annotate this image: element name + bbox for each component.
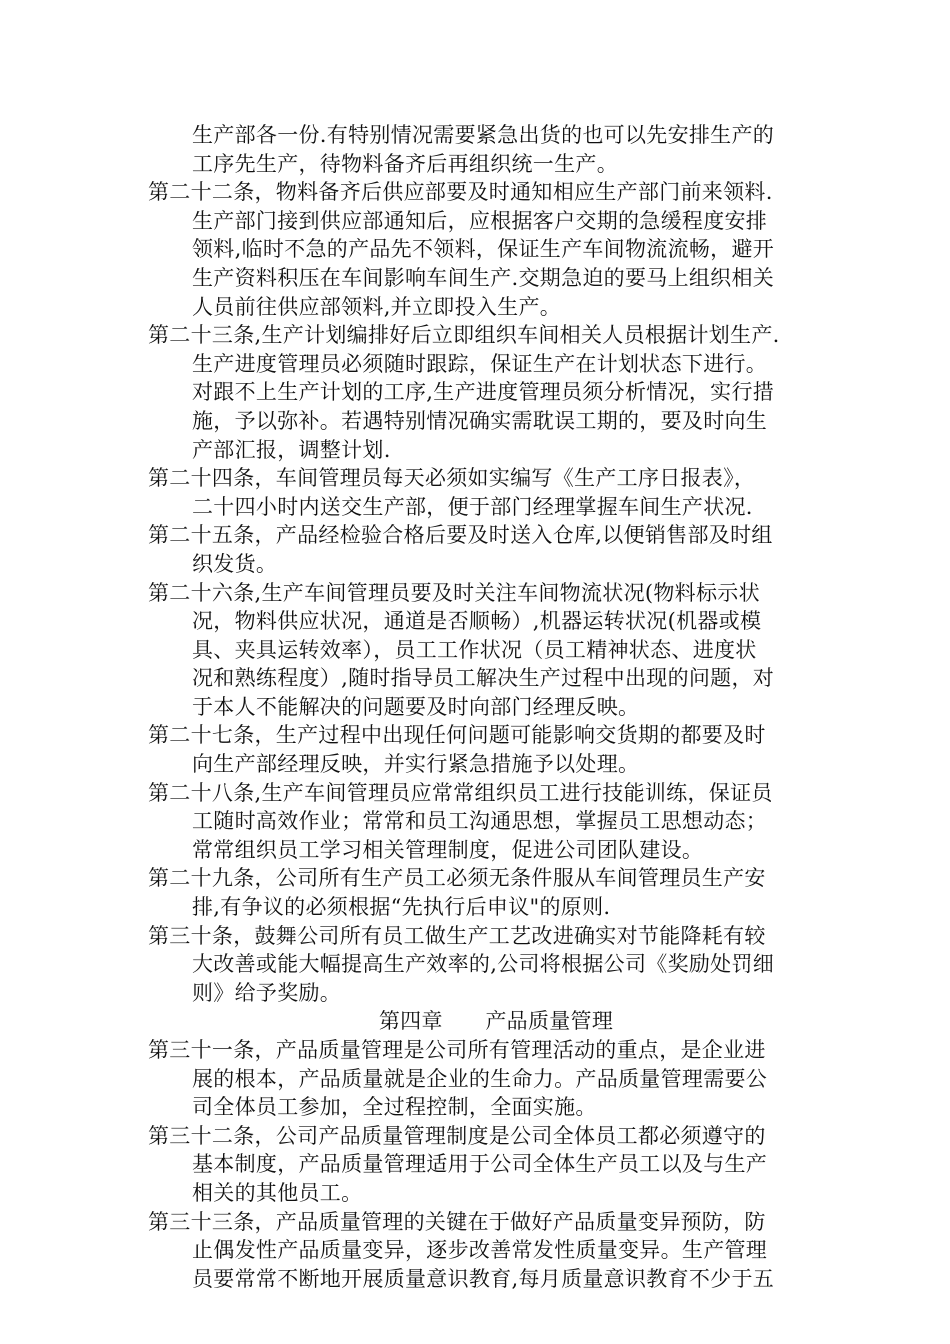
article-30: 第三十条，鼓舞公司所有员工做生产工艺改进确实对节能降耗有较 bbox=[148, 923, 766, 948]
text-line: 人员前往供应部领料,并立即投入生产。 bbox=[192, 294, 562, 319]
text-line: 况，物料供应状况，通道是否顺畅）,机器运转状况(机器或模 bbox=[192, 609, 762, 634]
text-line: 员要常常不断地开展质量意识教育,每月质量意识教育不少于五 bbox=[192, 1266, 775, 1291]
article-28: 第二十八条,生产车间管理员应常常组织员工进行技能训练，保证员 bbox=[148, 780, 773, 805]
article-25: 第二十五条，产品经检验合格后要及时送入仓库,以便销售部及时组 bbox=[148, 523, 773, 548]
text-line: 于本人不能解决的问题要及时向部门经理反映。 bbox=[192, 694, 640, 719]
text-line: 织发货。 bbox=[192, 551, 278, 576]
article-24: 第二十四条，车间管理员每天必须如实编写《生产工序日报表》， bbox=[148, 466, 756, 491]
text-line: 二十四小时内送交生产部，便于部门经理掌握车间生产状况. bbox=[192, 494, 753, 519]
text-line: 产部汇报，调整计划. bbox=[192, 437, 391, 462]
text-line: 具、夹具运转效率），员工工作状况（员工精神状态、进度状 bbox=[192, 637, 757, 662]
text-line: 工序先生产，待物料备齐后再组织统一生产。 bbox=[192, 151, 618, 176]
article-32: 第三十二条，公司产品质量管理制度是公司全体员工都必须遵守的 bbox=[148, 1123, 766, 1148]
text-line: 大改善或能大幅提高生产效率的,公司将根据公司《奖励处罚细 bbox=[192, 952, 775, 977]
text-line: 司全体员工参加，全过程控制，全面实施。 bbox=[192, 1095, 597, 1120]
text-line: 工随时高效作业；常常和员工沟通思想，掌握员工思想动态； bbox=[192, 809, 768, 834]
text-line: 施，予以弥补。若遇特别情况确实需耽误工期的，要及时向生 bbox=[192, 408, 768, 433]
article-27: 第二十七条，生产过程中出现任何问题可能影响交货期的都要及时 bbox=[148, 723, 766, 748]
text-line: 基本制度，产品质量管理适用于公司全体生产员工以及与生产 bbox=[192, 1152, 768, 1177]
text-line: 常常组织员工学习相关管理制度，促进公司团队建设。 bbox=[192, 837, 704, 862]
text-line: 则》给予奖励。 bbox=[192, 980, 342, 1005]
article-26: 第二十六条,生产车间管理员要及时关注车间物流状况(物料标示状 bbox=[148, 580, 760, 605]
text-line: 向生产部经理反映，并实行紧急措施予以处理。 bbox=[192, 752, 640, 777]
text-line: 生产资料积压在车间影响车间生产.交期急迫的要马上组织相关 bbox=[192, 265, 775, 290]
text-line: 况和熟练程度）,随时指导员工解决生产过程中出现的问题，对 bbox=[192, 666, 775, 691]
text-line: 生产进度管理员必须随时跟踪，保证生产在计划状态下进行。 bbox=[192, 351, 768, 376]
document-body bbox=[148, 121, 820, 1293]
article-23: 第二十三条,生产计划编排好后立即组织车间相关人员根据计划生产. bbox=[148, 323, 780, 348]
text-line: 相关的其他员工。 bbox=[192, 1180, 363, 1205]
text-line: 生产部门接到供应部通知后，应根据客户交期的急缓程度安排 bbox=[192, 208, 768, 233]
text-line: 止偶发性产品质量变异，逐步改善常发性质量变异。生产管理 bbox=[192, 1238, 768, 1263]
article-33: 第三十三条，产品质量管理的关键在于做好产品质量变异预防，防 bbox=[148, 1209, 766, 1234]
article-31: 第三十一条，产品质量管理是公司所有管理活动的重点，是企业进 bbox=[148, 1038, 766, 1062]
text-line: 领料,临时不急的产品先不领料，保证生产车间物流流畅，避开 bbox=[192, 237, 775, 262]
text-line: 生产部各一份.有特别情况需要紧急出货的也可以先安排生产的 bbox=[192, 123, 775, 147]
text-line: 排,有争议的必须根据“先执行后申议"的原则. bbox=[192, 895, 611, 920]
chapter-heading: 第四章 产品质量管理 bbox=[378, 1009, 614, 1034]
text-line: 展的根本，产品质量就是企业的生命力。产品质量管理需要公 bbox=[192, 1066, 768, 1091]
article-22: 第二十二条，物料备齐后供应部要及时通知相应生产部门前来领料. bbox=[148, 180, 773, 205]
text-line: 对跟不上生产计划的工序,生产进度管理员须分析情况，实行措 bbox=[192, 380, 775, 405]
article-29: 第二十九条，公司所有生产员工必须无条件服从车间管理员生产安 bbox=[148, 866, 766, 891]
